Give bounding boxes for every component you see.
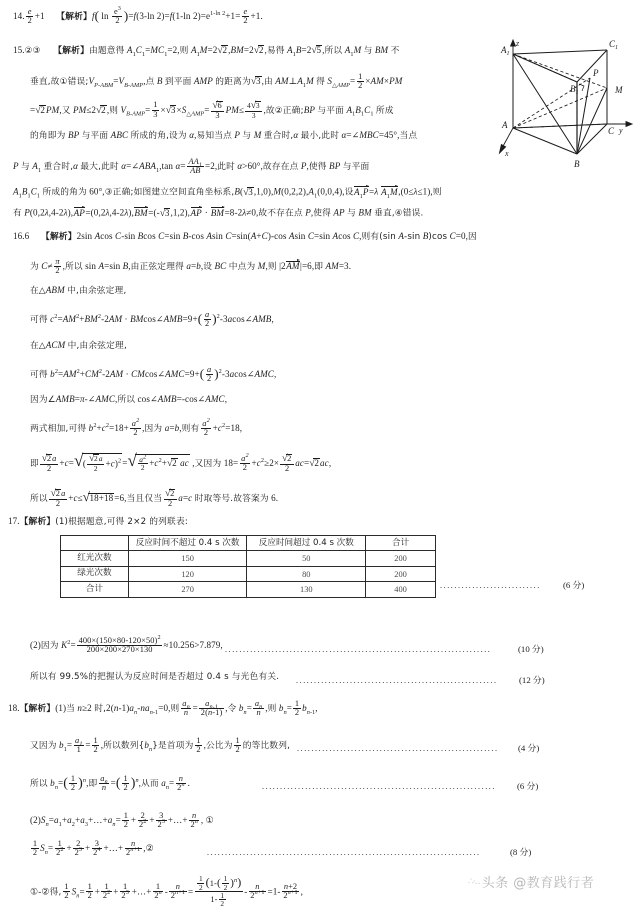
item-15-line-1: 15.②③ 【解析】由题意得 $A_1C_1=MC_1=2$,则 $A_1M=2√2,BM=2√2$,易得 $A_1B=2√5$,所以 $A_1M$ 与 BM 不 [13, 45, 400, 58]
item-14-tag: 【解析】 [56, 12, 92, 22]
table-cell-2-1: 130 [247, 582, 366, 597]
item-14-line: 14. $\frac{e}{2}$ +1 【解析】f( ln $\frac{e^3}{2}$ )=f(3-ln 2)=f(1-ln $2)=e^{1-ln 2}+1=$ $\frac{e}{2}$ +1. [13, 4, 263, 25]
item-18-line-4: $(2)S_n=a_1+a_2+a_3+\dots+a_n=$ $\frac{1}{2}$ + $\frac{2}{2^2}$ + $\frac{3}{2^3}$ +…+ $\frac{n}{2^n}$ , ① [30, 810, 214, 829]
table-row [61, 582, 436, 597]
table-cell-2-0: 270 [128, 582, 247, 597]
table-cell-1-1: 80 [247, 566, 366, 581]
watermark-decoration: ∴·‥ [468, 876, 480, 887]
table-row-label-0: 红光次数 [61, 551, 129, 566]
axis-label-z: z [516, 39, 520, 48]
item-17-number: 17. [8, 516, 20, 526]
item-16-line-2: 为 C≠ $\frac{\pi}{2}$ ,所以 sin A=sin B,由正弦定理得 a=b,设 BC 中点为 M,则 |2AM|=6,即 AM=3. [30, 256, 352, 275]
item-16-answer: 6 [24, 231, 30, 241]
table-header-2: 合计 [366, 536, 436, 551]
item-16-line-7: 因为∠AMB=π-∠AMC,所以 cos∠AMB=-cos∠AMC, [30, 394, 228, 405]
vertex-label-A1: $A_1$ [501, 45, 510, 57]
item-16-line-5: 在△ACM 中,由余弦定理, [30, 340, 127, 351]
item-17-tag: 【解析】 [19, 517, 56, 527]
score-k2: (10 分) [518, 644, 544, 654]
watermark-text: 头条 @教育践行者 [481, 876, 595, 891]
item-17-conclusion [30, 672, 279, 682]
vertex-label-C: C [608, 126, 615, 136]
item-17-conclusion-text: 所以有 99.5%的把握认为反应时间是否超过 0.4 s 与光色有关. [30, 672, 280, 682]
item-15-line-6: $A_1B_1C_1$ 所成的角为 60°,③正确;如图建立空间直角坐标系$,B(√3,1,0),M(0,2,2),A_1(0,0,4)$,设$A_1P=\lambda$ $A_1M,(0\le\lambda\le 1)$,则 [13, 186, 442, 200]
item-16-line-3: 在△ABM 中,由余弦定理, [30, 285, 127, 296]
item-14-number: 14. [13, 11, 25, 21]
item-17-intro-text: (1)根据题意,可得 2×2 的列联表: [55, 517, 188, 527]
item-18-line-2: 又因为 $b_1=$ $\frac{a_1}{1}$ = $\frac{1}{2}$ ,所以数列$\{b_n\}$是首项为 $\frac{1}{2}$ ,公比为 $\frac{1}{2}$ 的等比数列, [30, 735, 291, 754]
score-leader-18-5: ............................................................................ (8 分) [207, 847, 532, 857]
table-header-row [61, 536, 436, 551]
item-16-line-8: 两式相加,可得 $b^2+c^2=18+$ $\frac{a^2}{2}$ ,因为 a=b,则有 $\frac{a^2}{2}$ $+c^2=18$, [30, 416, 243, 437]
vertex-label-A: A [502, 120, 508, 130]
table-header-0: 反应时间不超过 0.4 s 次数 [128, 536, 247, 551]
item-18-line-1: 18.【解析】(1)当 n≥2 时$,2(n-1)a_n-na_{n-1}=0$,则 $\frac{a_n}{n}$ = $\frac{a_{n-1}}{2(n-1)}$ ,令 $b_n=$ $\frac{a_n}{n}$ ,则 $b_n=$ $\frac{1}{2}$ $b_{n-1}$, [8, 698, 318, 717]
table-row [61, 566, 436, 581]
item-15-tag: 【解析】 [53, 46, 89, 56]
score-18-3: (6 分) [517, 781, 539, 791]
item-18-line-6: ①-②得, $\frac{1}{2}$ $S_n=$ $\frac{1}{2}$ + $\frac{1}{2^2}$ + $\frac{1}{2^3}$ +…+ $\frac{1}{2^n}$ - $\frac{n}{2^{n+1}}$ = $\frac{1}{2}$ (1-( $\frac{1}{2}$ )$^n$) 1- $\frac{1}{2}$ - $\frac{n}{2^{n+1}}$ =1- $\frac{n+2}{2^{n+1}}$ , [30, 874, 303, 909]
item-18-line-5: $\frac{1}{2}$ $S_n=$ $\frac{1}{2^2}$ + $\frac{2}{2^3}$ + $\frac{3}{2^4}$ +…+ $\frac{n}{2^{n+1}}$ ,② [32, 838, 154, 857]
table-corner-cell [61, 536, 129, 551]
table-cell-2-2: 400 [366, 582, 436, 597]
table-row-label-1: 绿光次数 [61, 566, 129, 581]
item-15-line-7: 有 P(0,2λ,4-2λ),AP=(0,2λ,4-2λ),BM=(-√3,1,2),AP · BM=8-2λ≠0,故不存在点 P,使得 AP 与 BM 垂直,④错误. [13, 207, 424, 219]
table-cell-0-0: 150 [128, 551, 247, 566]
item-18-number: 18. [8, 703, 20, 713]
watermark [468, 872, 594, 891]
item-16-line-9: 即 $\frac{√2a}{2}$ +c=√( $\frac{√2a}{2}$ +c)$^2$=√ $\frac{a^2}{2}$ $+c^2+√2$ ac ,又因为 18= $\frac{a^2}{2}$ $+c^2\ge 2\times$ $\frac{√2}{2}$ ac=√2ac, [30, 451, 332, 474]
score-leader-18-2: ........................................................ (4 分) [297, 743, 540, 753]
vertex-label-B: B [574, 159, 580, 169]
score-leader-table: ............................ (6 分) [440, 580, 585, 590]
table-row-label-2: 合计 [61, 582, 129, 597]
table-header-1: 反应时间超过 0.4 s 次数 [247, 536, 366, 551]
score-table: (6 分) [563, 580, 585, 590]
score-leader-k2: .......................................................................... (10 分) [225, 644, 544, 654]
item-16-line-6: 可得 $b^2=AM^2+CM^2-2AM$ · CMcos∠AMC=9+( $\frac{a}{2}$ )$^2$-3acos∠AMC, [30, 364, 277, 383]
axis-label-y: y [619, 126, 623, 135]
table-cell-1-0: 120 [128, 566, 247, 581]
score-leader-18-3: ................................................................. (6 分) [262, 781, 539, 791]
item-15-line-4: 的角即为 BP 与平面 ABC 所成的角,设为 α,易知当点 P 与 M 重合时,α 最小,此时 α=∠MBC=45°,当点 [30, 130, 418, 141]
item-16-line-10: 所以 $\frac{√2a}{2}$ +c≤√18+18=6,当且仅当 $\frac{√2}{2}$ a=c 时取等号.故答案为 6. [30, 487, 279, 508]
axis-label-x: x [505, 149, 509, 158]
item-15-answer: ②③ [24, 46, 41, 56]
item-16-number: 16. [13, 231, 25, 241]
table-cell-0-2: 200 [366, 551, 436, 566]
item-18-tag: 【解析】 [19, 704, 56, 714]
item-16-tag: 【解析】 [41, 232, 77, 242]
table-cell-0-1: 50 [247, 551, 366, 566]
item-17-intro [8, 517, 188, 527]
table-cell-1-2: 200 [366, 566, 436, 581]
item-15-line-2: 垂直,故①错误$;V_{P-ABM}=V_{B-AMP}$,点 B 到平面 AMP 的距离为√3,由 $AM\perp A_1M$ 得 $S_{\triangle AMP}=$ $\frac{1}{2}$ ×AM×PM [30, 71, 403, 90]
contingency-table [60, 535, 436, 598]
table-row [61, 551, 436, 566]
score-conclusion: (12 分) [519, 675, 545, 685]
vertex-label-M: M [615, 85, 623, 95]
item-18-line-3: 所以 $b_n=$( $\frac{1}{2}$ )$^n$,即 $\frac{a_n}{n}$ =( $\frac{1}{2}$ )$^n$,从而 $a_n=$ $\frac{n}{2^n}$ . [30, 773, 190, 792]
item-16-line-1: 16.6 【解析】2sin Acos C-sin Bcos C=sin B-cos Asin C=sin(A+C)-cos Asin C=sin Acos C,则有(sin A-sin B)cos C=0,因 [13, 231, 477, 242]
triangular-prism-diagram [495, 36, 637, 178]
item-15-line-3: =√2PM,又 PM≤2√2,则 $V_{B-AMP}=$ $\frac{1}{3}$ $\times√3\times S_{\triangle AMP}=$ $\frac{√6}{3}$ PM≤ $\frac{4√3}{3}$ ,故②正确;BP 与平面 $A_1B_1C_1$ 所成 [30, 99, 394, 120]
score-18-2: (4 分) [518, 743, 540, 753]
item-15-line-5: P 与 $A_1$ 重合时,α 最大,此时 $\alpha=\angle ABA_1,\tan$ α= $\frac{AA_1}{AB}$ =2,此时 α>60°,故存在点 P,使得 BP 与平面 [13, 156, 370, 175]
item-15-number: 15. [13, 45, 25, 55]
vertex-label-B1: $B_1$ [570, 84, 579, 96]
vertex-label-C1: $C_1$ [609, 39, 619, 51]
score-18-5: (8 分) [510, 847, 532, 857]
item-16-line-4: 可得 $c^2=AM^2+BM^2-2AM$ · BMcos∠AMB=9+( $\frac{a}{2}$ )$^2$-3acos∠AMB, [30, 309, 274, 328]
vertex-label-P: P [593, 68, 599, 78]
item-17-part2: (2)因为 $K^2=$ $\frac{400\times(150\times 80-120\times 50)^2}{200\times 200\times 270\times 130}$ ≈10.256>7.879, [30, 633, 223, 654]
score-leader-conclusion: ........................................................ (12 分) [296, 675, 545, 685]
